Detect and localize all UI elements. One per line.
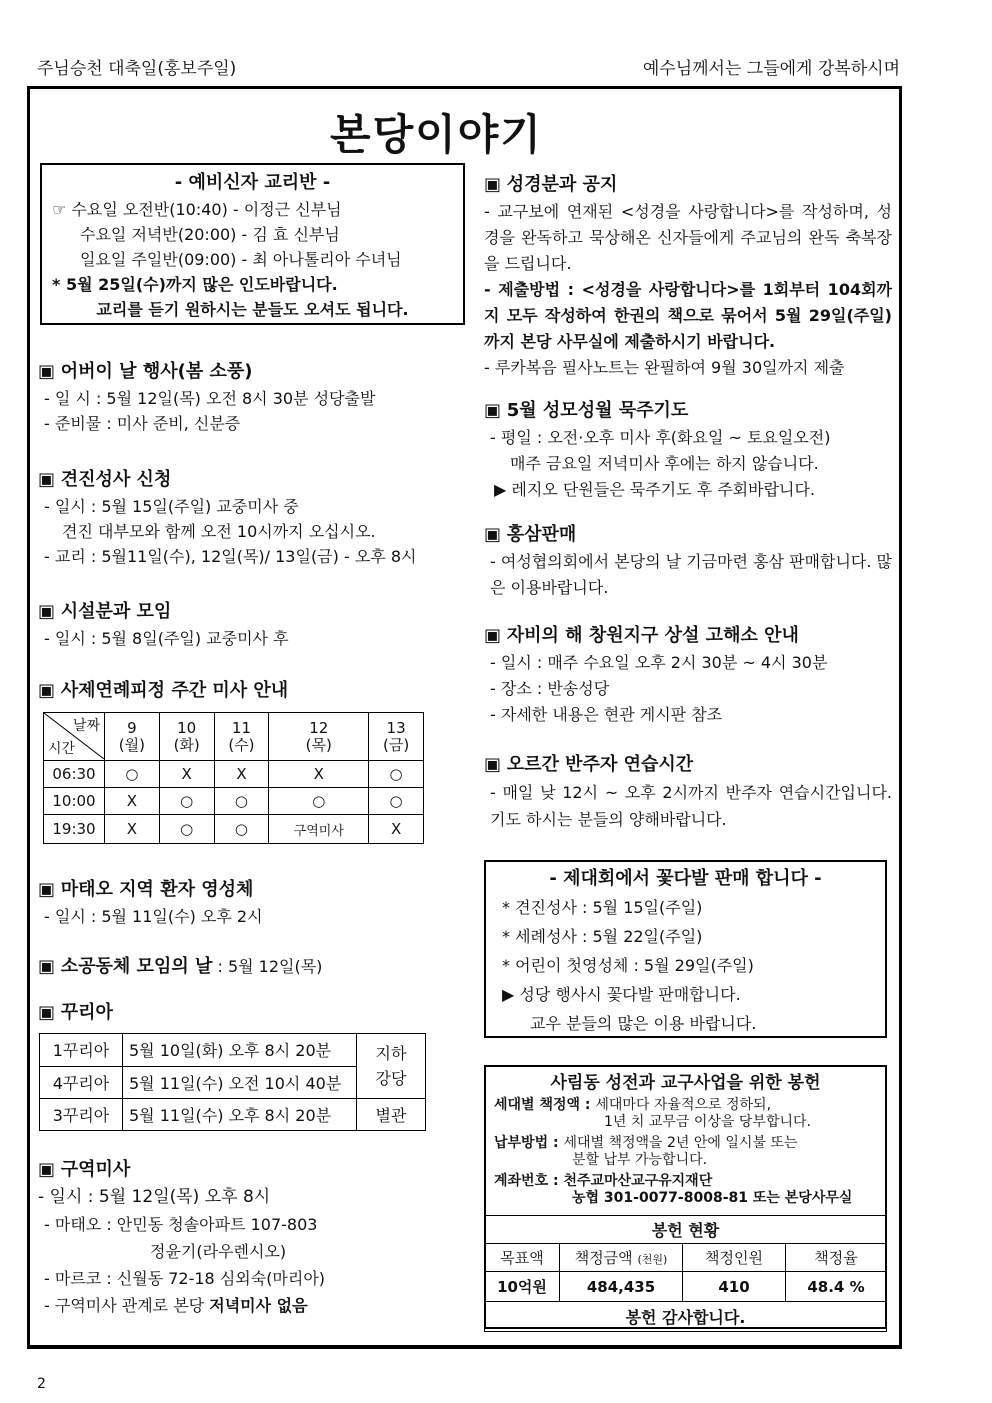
- ginseng-section: ▣ 홍삼판매 - 여성협의회에서 본당의 날 기금마련 홍삼 판매합니다. 많은 이용바랍니다.: [484, 521, 892, 601]
- district-mass-line: - 마태오 : 안민동 청솔아파트 107-803: [44, 1215, 318, 1234]
- offering-status-table: [484, 1215, 887, 1332]
- status-value: 10억원: [485, 1272, 560, 1302]
- curia-place: 지하 강당: [357, 1034, 426, 1099]
- bible-para: - 루카복음 필사노트는 완필하여 9월 30일까지 제출: [484, 358, 845, 377]
- table-row: [44, 815, 424, 844]
- catechism-notice: * 5월 25일(수)까지 많은 인도바랍니다.: [52, 275, 338, 294]
- rosary-line: 매주 금요일 저녁미사 후에는 하지 않습니다.: [510, 454, 819, 473]
- facility-title: 시설분과 모임: [60, 601, 172, 622]
- mass-cell: 구역미사: [269, 815, 369, 844]
- confirmation-section: ▣ 견진성사 신청 - 일시 : 5월 15일(주일) 교중미사 중 견진 대부모와 함께 오전 10시까지 오십시오. - 교리 : 5월11일(수), 12일(목)/ 13일(금) - 오후 8시: [38, 466, 468, 569]
- parents-section: ▣ 어버이 날 행사(봄 소풍) - 일 시 : 5월 12일(목) 오전 8시 30분 성당출발 - 준비물 : 미사 준비, 신분증: [38, 358, 468, 436]
- ginseng-text: - 여성협의회에서 본당의 날 기금마련 홍삼 판매합니다. 많은 이용바랍니다.: [490, 552, 892, 597]
- community-section: ▣ 소공동체 모임의 날 : 5월 12일(목): [38, 956, 323, 977]
- offering-text: 천주교마산교구유지재단: [563, 1173, 713, 1189]
- confession-line: - 장소 : 반송성당: [490, 679, 610, 698]
- flowers-line: * 견진성사 : 5월 15일(주일): [502, 898, 703, 917]
- organ-title: 오르간 반주자 연습시간: [506, 754, 694, 775]
- offering-text: 세대마다 자율적으로 정하되,: [595, 1097, 772, 1113]
- time-cell: 06:30: [44, 761, 105, 788]
- mass-cell: ○: [214, 788, 269, 815]
- confession-title: 자비의 해 창원지구 상설 고해소 안내: [506, 625, 799, 646]
- status-header: 책정인원: [683, 1244, 786, 1272]
- mass-cell: ○: [214, 815, 269, 844]
- rosary-title: 5월 성모성월 묵주기도: [506, 400, 689, 421]
- status-title: 봉헌 현황: [485, 1216, 887, 1244]
- curia-when: 5월 11일(수) 오후 8시 20분: [123, 1099, 357, 1131]
- header-right: 예수님께서는 그들에게 강복하시며: [642, 59, 900, 79]
- mass-cell: X: [159, 761, 214, 788]
- time-cell: 19:30: [44, 815, 105, 844]
- mass-cell: ○: [369, 788, 424, 815]
- sick-line: - 일시 : 5월 11일(수) 오후 2시: [44, 907, 263, 926]
- catechism-row: 수요일 저녁반(20:00) - 김 효 신부님: [80, 225, 340, 244]
- table-row: [40, 1034, 426, 1067]
- catechism-notice: 교리를 듣기 원하시는 분들도 오셔도 됩니다.: [96, 300, 409, 319]
- bible-section: ▣ 성경분과 공지 - 교구보에 연재된 <성경을 사랑합니다>를 작성하며, 성경을 완독하고 묵상해온 신자들에게 주교님의 완독 축복장을 드립니다. - 제출방법 : <성경을 사랑합니다>를 1회부터 104회까지 모두 작성하여 한권의 책으로 묶어서 5월 29일(주일)까지 본당 사무실에 제출하시기 바랍니다. - 루카복음 필사노트는 완필하여 9월 30일까지 제출: [484, 171, 892, 381]
- mass-table-corner: [44, 713, 105, 761]
- table-row: [44, 761, 424, 788]
- offering-text: 농협 301-0077-8008-81 또는 본당사무실: [572, 1190, 853, 1206]
- offering-label: 세대별 책정액 :: [494, 1097, 596, 1113]
- mass-cell: ○: [369, 761, 424, 788]
- flowers-line: ▶ 성당 행사시 꽃다발 판매합니다.: [502, 985, 741, 1004]
- sick-title: 마태오 지역 환자 영성체: [60, 879, 254, 900]
- confession-section: ▣ 자비의 해 창원지구 상설 고해소 안내 - 일시 : 매주 수요일 오후 2시 30분 ~ 4시 30분 - 장소 : 반송성당 - 자세한 내용은 현관 게시판 참조: [484, 622, 892, 728]
- district-mass-last: - 구역미사 관계로 본당: [44, 1296, 210, 1315]
- offering-label: 계좌번호 :: [494, 1173, 564, 1189]
- facility-line: - 일시 : 5월 8일(주일) 교중미사 후: [44, 629, 289, 648]
- mass-cell: X: [214, 761, 269, 788]
- mass-cell: X: [369, 815, 424, 844]
- offering-text: 세대별 책정액을 2년 안에 일시불 또는: [563, 1135, 798, 1151]
- table-row: [44, 788, 424, 815]
- mass-table: [43, 712, 424, 844]
- mass-cell: ○: [159, 788, 214, 815]
- confession-line: - 일시 : 매주 수요일 오후 2시 30분 ~ 4시 30분: [490, 653, 828, 672]
- mass-cell: ○: [269, 788, 369, 815]
- offering-title: 사림동 성전과 교구사업을 위한 봉헌: [550, 1073, 821, 1093]
- catechism-box: [40, 163, 465, 325]
- status-value: 48.4 %: [786, 1272, 887, 1302]
- table-row: [40, 1099, 426, 1131]
- bible-para: - 교구보에 연재된 <성경을 사랑합니다>를 작성하며, 성경을 완독하고 묵상해온 신자들에게 주교님의 완독 축복장을 드립니다.: [484, 202, 892, 273]
- bible-title: 성경분과 공지: [506, 174, 618, 195]
- curia-section: ▣ 꾸리아: [38, 1002, 113, 1023]
- mass-cell: X: [105, 788, 160, 815]
- district-mass-time: - 일시 : 5월 12일(목) 오후 8시: [38, 1187, 271, 1207]
- community-title: 소공동체 모임의 날: [60, 956, 213, 977]
- mass-cell: X: [269, 761, 369, 788]
- status-header: 목표액: [485, 1244, 560, 1272]
- flowers-line: * 어린이 첫영성체 : 5월 29일(주일): [502, 956, 754, 975]
- offering-text: 1년 치 교무금 이상을 당부합니다.: [604, 1114, 811, 1130]
- curia-when: 5월 11일(수) 오전 10시 40분: [123, 1066, 357, 1099]
- corner-bottom-label: 시간: [48, 741, 76, 757]
- header-left: 주님승천 대축일(홍보주일): [37, 59, 237, 79]
- community-date: : 5월 12일(목): [212, 957, 323, 976]
- confirmation-title: 견진성사 신청: [60, 469, 172, 490]
- status-value: 410: [683, 1272, 786, 1302]
- flowers-line: * 세례성사 : 5월 22일(주일): [502, 927, 703, 946]
- parents-line: - 준비물 : 미사 준비, 신분증: [44, 414, 241, 433]
- confession-line: - 자세한 내용은 현관 게시판 참조: [490, 705, 723, 724]
- curia-when: 5월 10일(화) 오후 8시 20분: [123, 1034, 357, 1067]
- corner-top-label: 날짜: [72, 718, 100, 734]
- district-mass-title: 구역미사: [60, 1159, 131, 1180]
- curia-name: 1꾸리아: [40, 1034, 123, 1067]
- flowers-box: [484, 860, 887, 1038]
- catechism-row: 일요일 주일반(09:00) - 최 아나톨리아 수녀님: [80, 250, 402, 269]
- curia-name: 3꾸리아: [40, 1099, 123, 1131]
- confirmation-line: - 교리 : 5월11일(수), 12일(목)/ 13일(금) - 오후 8시: [44, 547, 417, 566]
- bible-para: - 제출방법 : <성경을 사랑합니다>를 1회부터 104회까지 모두 작성하여 한권의 책으로 묶어서 5월 29일(주일)까지 본당 사무실에 제출하시기 바랍니다.: [484, 280, 892, 351]
- status-header: 책정율: [786, 1244, 887, 1272]
- mass-cell: ○: [159, 815, 214, 844]
- curia-table: [39, 1033, 426, 1131]
- flowers-title: - 제대회에서 꽃다발 판매 합니다 -: [549, 868, 822, 889]
- day-header: 12 (목): [269, 713, 369, 761]
- catechism-row: ☞ 수요일 오전반(10:40) - 이정근 신부님: [52, 200, 342, 219]
- rosary-line: - 평일 : 오전·오후 미사 후(화요일 ~ 토요일오전): [490, 428, 831, 447]
- day-header: 11 (수): [214, 713, 269, 761]
- mass-cell: ○: [105, 761, 160, 788]
- curia-place: 별관: [357, 1099, 426, 1131]
- flowers-line: 교우 분들의 많은 이용 바랍니다.: [530, 1014, 757, 1033]
- mass-table-title: 사제연례피정 주간 미사 안내: [60, 680, 289, 701]
- offering-label: 납부방법 :: [494, 1135, 564, 1151]
- organ-text: - 매일 낮 12시 ~ 오후 2시까지 반주자 연습시간입니다. 기도 하시는 분들의 양해바랍니다.: [490, 783, 892, 829]
- district-mass-last-bold: 저녁미사 없음: [209, 1296, 308, 1315]
- mass-table-section: ▣ 사제연례피정 주간 미사 안내: [38, 680, 289, 701]
- confirmation-line: - 일시 : 5월 15일(주일) 교중미사 중: [44, 497, 299, 516]
- district-mass-section: ▣ 구역미사 - 일시 : 5월 12일(목) 오후 8시 - 마태오 : 안민동 청솔아파트 107-803 정윤기(라우렌시오) - 마르코 : 신월동 72-18 심외숙(마리아) - 구역미사 관계로 본당 저녁미사 없음: [38, 1156, 468, 1319]
- offering-text: 분할 납부 가능합니다.: [572, 1152, 708, 1168]
- day-header: 13 (금): [369, 713, 424, 761]
- status-header: 책정금액 (천원): [560, 1244, 683, 1272]
- district-mass-line: 정윤기(라우렌시오): [150, 1242, 287, 1261]
- catechism-title: - 예비신자 교리반 -: [174, 172, 331, 193]
- day-header: 10 (화): [159, 713, 214, 761]
- parents-title: 어버이 날 행사(봄 소풍): [60, 361, 253, 382]
- offering-box: [484, 1065, 887, 1329]
- curia-title: 꾸리아: [60, 1002, 113, 1023]
- time-cell: 10:00: [44, 788, 105, 815]
- rosary-section: ▣ 5월 성모성월 묵주기도 - 평일 : 오전·오후 미사 후(화요일 ~ 토요일오전) 매주 금요일 저녁미사 후에는 하지 않습니다. ▶ 레지오 단원들은 묵주기도 후 주회바랍니다.: [484, 397, 892, 503]
- facility-section: ▣ 시설분과 모임 - 일시 : 5월 8일(주일) 교중미사 후: [38, 598, 468, 651]
- page-number: 2: [37, 1376, 46, 1392]
- parents-line: - 일 시 : 5월 12일(목) 오전 8시 30분 성당출발: [44, 389, 376, 408]
- confirmation-line: 견진 대부모와 함께 오전 10시까지 오십시오.: [62, 522, 376, 541]
- sick-section: ▣ 마태오 지역 환자 영성체 - 일시 : 5월 11일(수) 오후 2시: [38, 876, 468, 929]
- status-value: 484,435: [560, 1272, 683, 1302]
- rosary-line: ▶ 레지오 단원들은 묵주기도 후 주회바랍니다.: [494, 480, 816, 499]
- curia-name: 4꾸리아: [40, 1066, 123, 1099]
- ginseng-title: 홍삼판매: [506, 524, 577, 545]
- organ-section: ▣ 오르간 반주자 연습시간 - 매일 낮 12시 ~ 오후 2시까지 반주자 연습시간입니다. 기도 하시는 분들의 양해바랍니다.: [484, 751, 892, 833]
- district-mass-line: - 마르코 : 신월동 72-18 심외숙(마리아): [44, 1269, 326, 1288]
- mass-cell: X: [105, 815, 160, 844]
- day-header: 9 (월): [105, 713, 160, 761]
- page-title: 본당이야기: [330, 110, 543, 159]
- offering-thanks: 봉헌 감사합니다.: [485, 1302, 887, 1332]
